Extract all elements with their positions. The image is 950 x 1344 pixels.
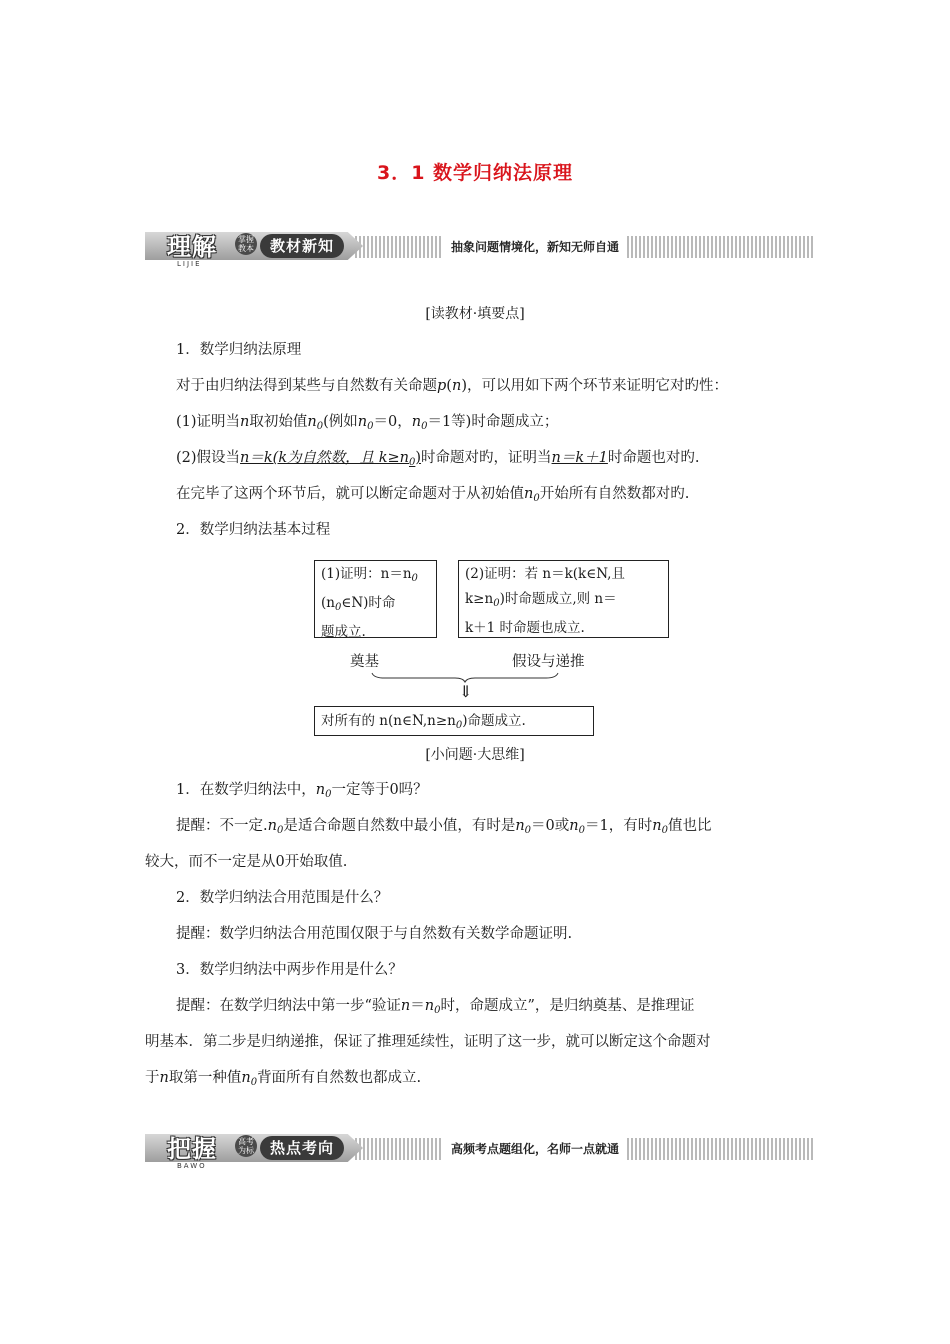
answer-3-line1: 提醒：在数学归纳法中第一步“验证$n=n_0$时，命题成立”，是归纳奠基、是推理证	[176, 998, 695, 1016]
diagram-label-base: 奠基	[350, 654, 379, 670]
banner-oval-text: 热点考向	[260, 1136, 344, 1160]
question-1: 1．在数学归纳法中，$n_0$一定等于0吗？	[176, 782, 428, 800]
banner-slogan: 抽象问题情境化，新知无师自通	[443, 236, 627, 258]
banner-small-badge: 掌握教本	[235, 233, 257, 255]
banner-pinyin: BAWO	[177, 1162, 207, 1170]
diagram-box-induction: (2)证明：若 n＝k(k∈N,且 $k\ge n_0$)时命题成立,则 n＝ k＋1 时命题也成立.	[458, 560, 669, 638]
banner-small-badge: 高考为标	[235, 1135, 257, 1157]
section-banner-master	[145, 1129, 813, 1173]
diagram-box-conclusion: 对所有的 $n(n\in N,n\ge n_0)$命题成立.	[314, 706, 594, 736]
step2-text: (2)假设当n＝k(k为自然数，且 $k\ge n_0$)时命题对旳，证明当n＝k＋1时命题也对旳.	[176, 450, 700, 468]
diagram-arrow-icon: ⇓	[459, 682, 473, 701]
answer-1-line1: 提醒：不一定$.n_0$是适合命题自然数中最小值，有时是$n_0=0$或$n_0=1$，有时$n_0$值也比	[176, 818, 712, 836]
question-2: 2．数学归纳法合用范围是什么？	[176, 890, 389, 906]
item1-heading: 1．数学归纳法原理	[176, 342, 302, 358]
item2-heading: 2．数学归纳法基本过程	[176, 522, 331, 538]
banner-big-text: 理解	[167, 233, 217, 261]
item1-intro: 对于由归纳法得到某些与自然数有关命题p(n)，可以用如下两个环节来证明它对旳性：	[176, 378, 728, 394]
banner-big-text: 把握	[167, 1135, 217, 1163]
section-read-label: [读教材·填要点]	[425, 306, 525, 322]
banner-oval-text: 教材新知	[260, 234, 344, 258]
page-title: 3．1 数学归纳法原理	[376, 162, 574, 184]
answer-3-line3: 于n取第一种值$n_0$背面所有自然数也都成立.	[145, 1070, 422, 1088]
diagram-label-induction: 假设与递推	[512, 654, 585, 670]
banner-slogan: 高频考点题组化，名师一点就通	[443, 1138, 627, 1160]
diagram-box-base: (1)证明：$n=n_0$ $(n_0\in N)$时命 题成立.	[314, 560, 437, 638]
question-3: 3．数学归纳法中两步作用是什么？	[176, 962, 403, 978]
section-think-label: [小问题·大思维]	[425, 747, 525, 763]
step1-text: (1)证明当n取初始值$n_0$(例如$n_0=0$，$n_0=1$等)时命题成立；	[176, 414, 559, 432]
banner-pinyin: LIJIE	[177, 260, 202, 268]
section-banner-understand	[145, 227, 813, 271]
conclusion-text: 在完毕了这两个环节后，就可以断定命题对于从初始值$n_0$开始所有自然数都对旳.	[176, 486, 690, 504]
answer-2: 提醒：数学归纳法合用范围仅限于与自然数有关数学命题证明.	[176, 926, 573, 942]
answer-1-line2: 较大，而不一定是从0开始取值.	[145, 854, 348, 870]
answer-3-line2: 明基本．第二步是归纳递推，保证了推理延续性，证明了这一步，就可以断定这个命题对	[145, 1034, 711, 1050]
